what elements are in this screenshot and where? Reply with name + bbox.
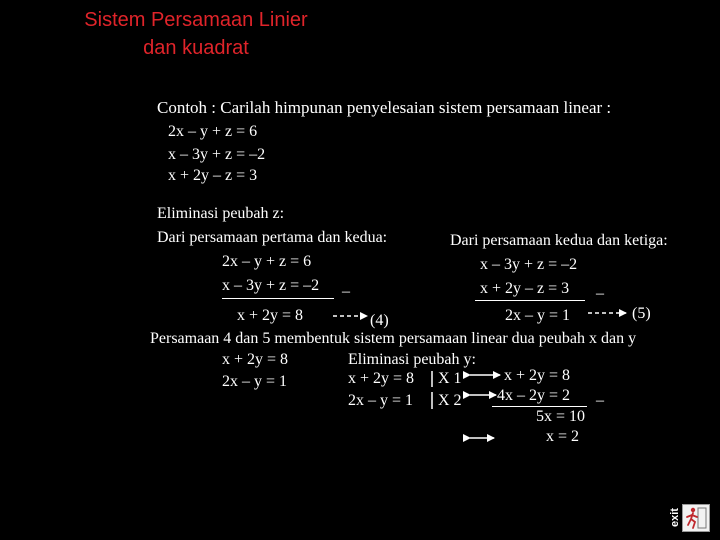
step2-system-eq2: 2x – y = 1 xyxy=(222,373,288,390)
step1-right-result: 2x – y = 1 xyxy=(505,307,571,324)
example-equation-3: x + 2y – z = 3 xyxy=(168,167,258,184)
step1-right-heading: Dari persamaan kedua dan ketiga: xyxy=(450,232,668,249)
step1-left-label: (4) xyxy=(370,312,389,329)
step2-multiply-eq2: 2x – y = 1 xyxy=(348,392,414,409)
example-equation-2: x – 3y + z = –2 xyxy=(168,146,266,163)
step2-heading: Persamaan 4 dan 5 membentuk sistem persamaan linear dua peubah x dan y xyxy=(150,330,637,347)
step2-multiply-factor1: X 1 xyxy=(438,370,462,387)
step1-heading: Eliminasi peubah z: xyxy=(157,205,285,222)
step1-right-label: (5) xyxy=(632,305,651,322)
step1-left-eq1: 2x – y + z = 6 xyxy=(222,253,312,270)
slide-title-line-2: dan kuadrat xyxy=(143,37,249,59)
step2-multiply-eq1: x + 2y = 8 xyxy=(348,370,415,387)
slide-title-line-1: Sistem Persamaan Linier xyxy=(84,9,308,31)
step1-left-eq2: x – 3y + z = –2 xyxy=(222,277,320,294)
exit-label: exit xyxy=(669,508,681,528)
step1-right-eq1: x – 3y + z = –2 xyxy=(480,256,578,273)
step1-right-eq2: x + 2y – z = 3 xyxy=(480,280,570,297)
step1-left-heading: Dari persamaan pertama dan kedua: xyxy=(157,229,388,246)
step2-scaled-eq1: x + 2y = 8 xyxy=(504,367,571,384)
step2-sum: 5x = 10 xyxy=(536,408,586,425)
step2-system-eq1: x + 2y = 8 xyxy=(222,351,289,368)
step2-multiply-factor2: X 2 xyxy=(438,392,462,409)
example-heading: Contoh : Carilah himpunan penyelesaian sistem persamaan linear : xyxy=(157,98,612,117)
step2-elim-heading: Eliminasi peubah y: xyxy=(348,351,476,368)
step2-answer: x = 2 xyxy=(546,428,580,445)
exit-button[interactable] xyxy=(668,502,710,534)
step1-left-result: x + 2y = 8 xyxy=(237,307,304,324)
running-person-icon xyxy=(682,504,710,532)
step1-left-minus-sign: – xyxy=(342,283,350,300)
step2-minus-sign: – xyxy=(596,392,604,409)
step1-right-minus-sign: – xyxy=(596,285,604,302)
example-equation-1: 2x – y + z = 6 xyxy=(168,123,258,140)
step2-scaled-eq2: 4x – 2y = 2 xyxy=(497,387,571,404)
